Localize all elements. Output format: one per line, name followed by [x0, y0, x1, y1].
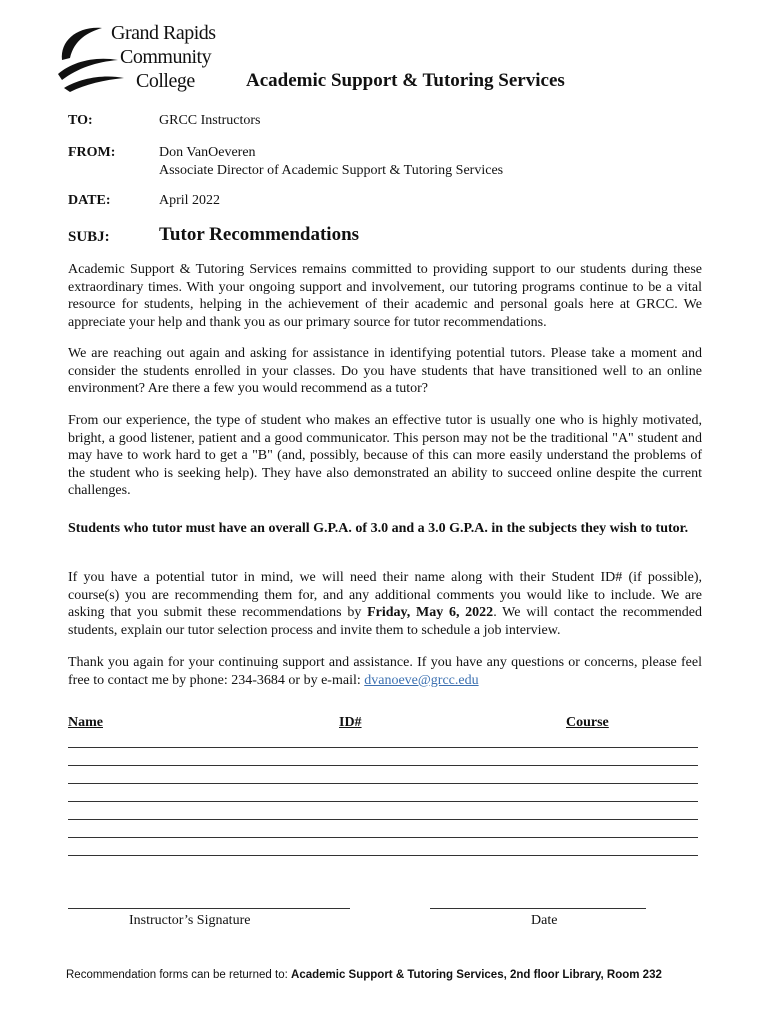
department-title: Academic Support & Tutoring Services [246, 70, 565, 91]
logo-line-2: Community [120, 46, 212, 68]
column-header-id: ID# [339, 715, 362, 730]
instructor-signature-label: Instructor’s Signature [129, 913, 251, 928]
submission-deadline: Friday, May 6, 2022 [367, 605, 494, 620]
grcc-logo [56, 22, 236, 94]
entry-line[interactable] [68, 801, 698, 802]
column-header-course: Course [566, 715, 609, 730]
entry-line[interactable] [68, 783, 698, 784]
logo-line-3: College [136, 70, 195, 92]
paragraph-tutor-profile: From our experience, the type of student who makes an effective tutor is usually one who is highly motivated, bright, a good listener, patient and a good communicator. This person may not be the traditional "A" student and may have to work hard to get a "B" (and, possibly, because of this can more easily understand the problems of the student who is seeking help). They have also demonstrated an ability to succeed online despite the current challenges. [68, 413, 702, 498]
entry-line[interactable] [68, 837, 698, 838]
date-label: DATE: [68, 193, 111, 208]
entry-line[interactable] [68, 765, 698, 766]
submission-text-a: If you have a potential tutor in mind, we will need their name along with their Student ID# (if possible), course(s) you are recommending them for, and any additional comments you would like to include. We are asking that you submit these recommendations by [68, 570, 702, 620]
email-link[interactable]: dvanoeve@grcc.edu [364, 672, 479, 688]
entry-line[interactable] [68, 747, 698, 748]
date-value: April 2022 [159, 193, 221, 208]
subject-value: Tutor Recommendations [159, 224, 360, 245]
contact-text: Thank you again for your continuing support and assistance. If you have any questions or concerns, please feel free to contact me by phone: 234-3684 or by e-mail: [68, 655, 702, 688]
logo-line-1: Grand Rapids [111, 22, 216, 44]
submission-text-b: . We will contact the recommended students, explain our tutor selection process and invite them to schedule a job interview. [68, 605, 703, 638]
paragraph-intro: Academic Support & Tutoring Services remains committed to providing support to our students during these extraordinary times. With your ongoing support and involvement, our tutoring programs continue to be a vital resource for students, helping in the achievement of their academic and personal goals here at GRCC. We appreciate your help and thank you as our primary source for tutor recommendations. [68, 262, 702, 330]
subject-label: SUBJ: [68, 229, 110, 245]
return-location: Academic Support & Tutoring Services, 2nd floor Library, Room 232 [291, 969, 662, 981]
from-name: Don VanOeveren [159, 145, 256, 160]
from-label: FROM: [68, 145, 116, 160]
paragraph-submission [68, 569, 702, 639]
return-instructions [66, 969, 662, 981]
from-title: Associate Director of Academic Support & Tutoring Services [159, 163, 504, 178]
to-label: TO: [68, 113, 93, 128]
column-header-name: Name [68, 715, 103, 730]
date-signature-label: Date [531, 913, 558, 928]
paragraph-contact [68, 654, 702, 689]
to-value: GRCC Instructors [159, 113, 261, 128]
paragraph-gpa-requirement: Students who tutor must have an overall G.P.A. of 3.0 and a 3.0 G.P.A. in the subjects they wish to tutor. [68, 521, 689, 536]
paragraph-request: We are reaching out again and asking for assistance in identifying potential tutors. Please take a moment and consider the students enrolled in your classes. Do you have students that have transitioned well to an online environment? Are there a few you would recommend as a tutor? [68, 346, 702, 396]
entry-line[interactable] [68, 819, 698, 820]
date-signature-line[interactable] [430, 908, 646, 909]
entry-line[interactable] [68, 855, 698, 856]
instructor-signature-line[interactable] [68, 908, 350, 909]
return-prefix: Recommendation forms can be returned to: [66, 969, 292, 981]
